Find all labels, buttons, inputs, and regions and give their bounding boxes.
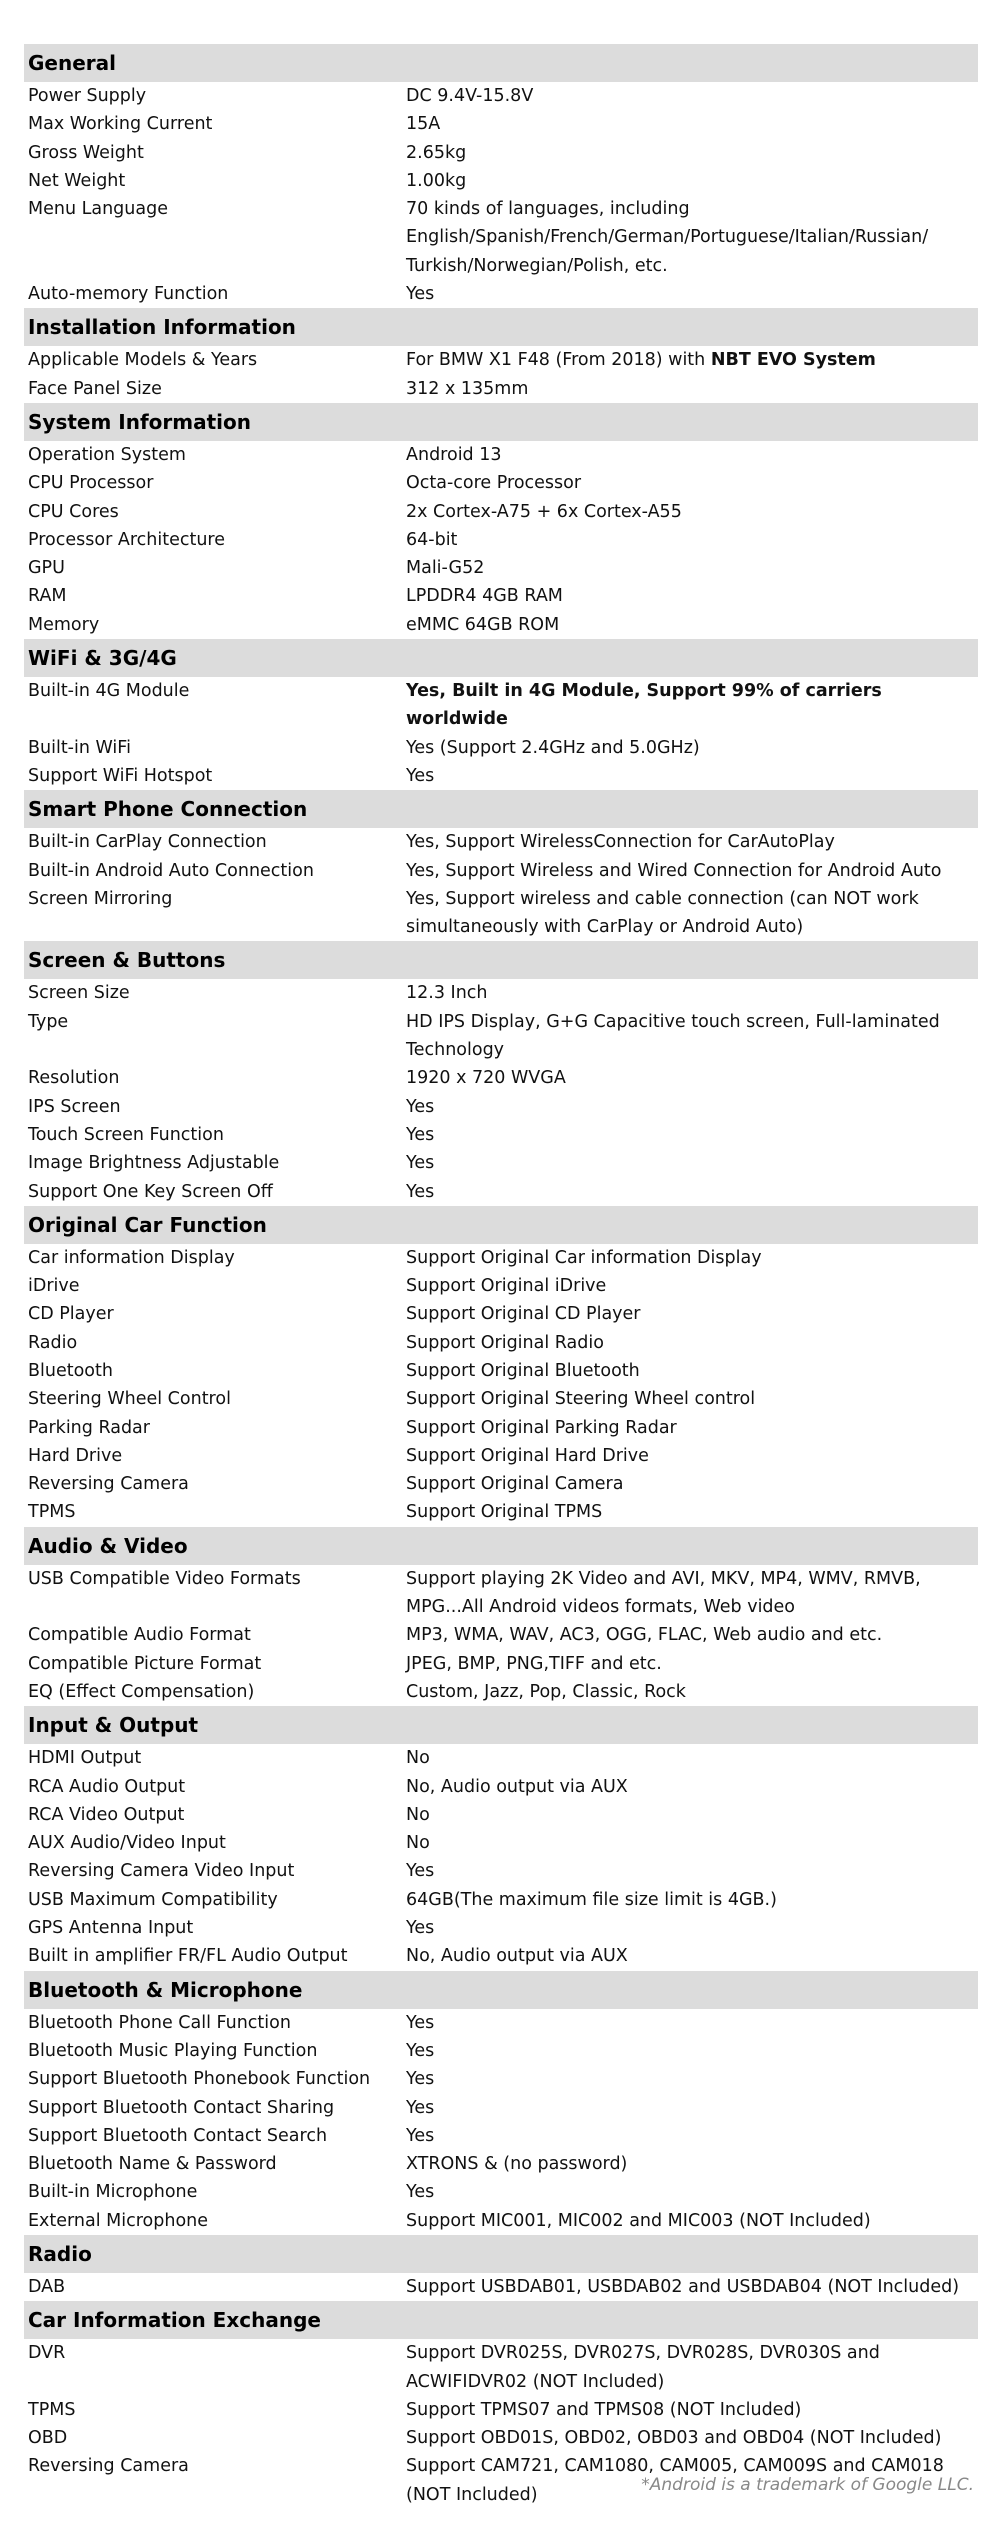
spec-value: [406, 582, 978, 610]
spec-label: DAB: [28, 2277, 66, 2297]
spec-label: Resolution: [28, 1068, 120, 1089]
spec-value-text: Support DVR025S, DVR027S, DVR028S, DVR030S and ACWIFIDVR02 (NOT Included): [406, 2343, 880, 2392]
spec-value-text: 12.3 Inch: [406, 983, 488, 1004]
spec-label: Bluetooth Phone Call Function: [28, 2012, 291, 2033]
spec-value: [406, 1773, 978, 1801]
spec-label: Applicable Models & Years: [28, 350, 258, 371]
spec-label: TPMS: [28, 2399, 76, 2420]
spec-value: [406, 1272, 978, 1300]
spec-value-text: For BMW X1 F48 (From 2018) with: [406, 350, 711, 371]
spec-row: [24, 734, 978, 762]
spec-value-text: Yes: [406, 2040, 435, 2061]
spec-value: [406, 2207, 978, 2235]
spec-value: [406, 885, 978, 942]
spec-row: [24, 2396, 978, 2424]
spec-value-text: Yes: [406, 284, 435, 305]
spec-value-bold: NBT EVO System: [710, 350, 876, 371]
spec-label: Bluetooth Music Playing Function: [28, 2040, 318, 2061]
spec-row: [24, 1565, 978, 1622]
spec-label: Built-in CarPlay Connection: [28, 832, 267, 853]
spec-row: [24, 2207, 978, 2235]
spec-value-text: Yes: [406, 1861, 435, 1882]
spec-value: [406, 2178, 978, 2206]
spec-row: [24, 1385, 978, 1413]
spec-label: Touch Screen Function: [28, 1124, 224, 1145]
spec-row: [24, 2094, 978, 2122]
spec-row: [24, 1886, 978, 1914]
spec-value-bold: Yes, Built in 4G Module, Support 99% of carriers worldwide: [406, 681, 882, 730]
spec-value-text: Yes: [406, 2069, 435, 2090]
spec-label: External Microphone: [28, 2210, 209, 2231]
spec-row: [24, 1093, 978, 1121]
spec-row: [24, 582, 978, 610]
section-title: Audio & Video: [24, 1527, 978, 1565]
spec-value-text: Custom, Jazz, Pop, Classic, Rock: [406, 1681, 686, 1702]
spec-value-text: Yes: [406, 765, 435, 786]
spec-value-text: Yes: [406, 2012, 435, 2033]
spec-label: Compatible Audio Format: [28, 1625, 251, 1646]
spec-row: [24, 280, 978, 308]
spec-section: [24, 639, 978, 790]
spec-row: [24, 1442, 978, 1470]
spec-value: [406, 2150, 978, 2178]
spec-label: Type: [28, 1011, 69, 1032]
spec-row: [24, 2037, 978, 2065]
spec-value-text: Support Original Steering Wheel control: [406, 1389, 756, 1410]
spec-row: [24, 1149, 978, 1177]
spec-value-text: Yes (Support 2.4GHz and 5.0GHz): [406, 737, 700, 758]
spec-row: [24, 526, 978, 554]
spec-label: Image Brightness Adjustable: [28, 1153, 280, 1174]
spec-row: [24, 1178, 978, 1206]
spec-value: [406, 441, 978, 469]
spec-value-text: Yes: [406, 1181, 435, 1202]
spec-value-text: No: [406, 1804, 430, 1825]
spec-value-text: Support OBD01S, OBD02, OBD03 and OBD04 (NOT Included): [406, 2428, 942, 2449]
spec-value: [406, 280, 978, 308]
spec-label: HDMI Output: [28, 1748, 142, 1769]
spec-label: Car information Display: [28, 1247, 235, 1268]
spec-row: [24, 375, 978, 403]
spec-label: CPU Cores: [28, 501, 119, 522]
spec-value: [406, 2094, 978, 2122]
spec-label: Built-in WiFi: [28, 737, 131, 758]
spec-row: [24, 885, 978, 942]
spec-value: [406, 1621, 978, 1649]
spec-value: [406, 1498, 978, 1526]
spec-row: [24, 1121, 978, 1149]
spec-value: [406, 1857, 978, 1885]
spec-label: Reversing Camera: [28, 1474, 189, 1495]
section-title: Screen & Buttons: [24, 941, 978, 979]
spec-value: [406, 611, 978, 639]
spec-label: Reversing Camera: [28, 2456, 189, 2477]
spec-row: [24, 2339, 978, 2396]
spec-label: TPMS: [28, 1502, 76, 1523]
spec-label: Operation System: [28, 444, 186, 465]
spec-value: [406, 1300, 978, 1328]
spec-label: Memory: [28, 614, 100, 635]
spec-value: [406, 1914, 978, 1942]
spec-value: [406, 1650, 978, 1678]
spec-label: Bluetooth: [28, 1360, 113, 1381]
spec-value-text: No, Audio output via AUX: [406, 1946, 628, 1967]
spec-row: [24, 2065, 978, 2093]
spec-row: [24, 1470, 978, 1498]
spec-row: [24, 2424, 978, 2452]
spec-row: [24, 1678, 978, 1706]
spec-row: [24, 1801, 978, 1829]
spec-row: [24, 1621, 978, 1649]
spec-row: [24, 677, 978, 734]
spec-label: Built in amplifier FR/FL Audio Output: [28, 1946, 348, 1967]
spec-row: [24, 979, 978, 1007]
spec-value: [406, 1385, 978, 1413]
spec-value-text: 2.65kg: [406, 142, 467, 163]
spec-row: [24, 1829, 978, 1857]
spec-label: EQ (Effect Compensation): [28, 1681, 255, 1702]
spec-value-text: No: [406, 1833, 430, 1854]
spec-value: [406, 979, 978, 1007]
spec-row: [24, 2150, 978, 2178]
spec-value: [406, 110, 978, 138]
spec-label: CPU Processor: [28, 473, 154, 494]
spec-label: Support WiFi Hotspot: [28, 765, 213, 786]
spec-section: [24, 403, 978, 639]
spec-value-text: 312 x 135mm: [406, 378, 529, 399]
spec-label: iDrive: [28, 1276, 80, 1297]
spec-value: [406, 375, 978, 403]
section-title: Installation Information: [24, 308, 978, 346]
spec-row: [24, 1300, 978, 1328]
spec-row: [24, 1942, 978, 1970]
spec-row: [24, 498, 978, 526]
spec-row: [24, 441, 978, 469]
spec-value: [406, 2396, 978, 2424]
spec-label: Face Panel Size: [28, 378, 162, 399]
spec-value-text: Support Original Hard Drive: [406, 1445, 649, 1466]
spec-row: [24, 110, 978, 138]
spec-value: [406, 346, 978, 374]
spec-value-text: Mali-G52: [406, 558, 485, 579]
spec-value: [406, 195, 978, 280]
spec-value: [406, 2273, 978, 2301]
spec-label: Compatible Picture Format: [28, 1653, 262, 1674]
spec-label: Auto-memory Function: [28, 284, 229, 305]
spec-value-text: Octa-core Processor: [406, 473, 582, 494]
spec-row: [24, 469, 978, 497]
section-title: System Information: [24, 403, 978, 441]
spec-value: [406, 828, 978, 856]
spec-value: [406, 1678, 978, 1706]
spec-label: Built-in Microphone: [28, 2182, 198, 2203]
spec-value: [406, 1093, 978, 1121]
spec-section: [24, 941, 978, 1205]
spec-label: IPS Screen: [28, 1096, 121, 1117]
spec-value: [406, 2065, 978, 2093]
spec-row: [24, 857, 978, 885]
spec-value: [406, 526, 978, 554]
spec-row: [24, 2122, 978, 2150]
spec-value-text: 70 kinds of languages, including English/Spanish/French/German/Portuguese/Italian/Russian/ Turkish/Norwegian/Polish, etc.: [406, 199, 929, 276]
spec-value: [406, 2009, 978, 2037]
spec-value-text: Yes: [406, 1918, 435, 1939]
spec-row: [24, 611, 978, 639]
spec-row: [24, 195, 978, 280]
spec-value-text: Yes: [406, 2125, 435, 2146]
spec-value: [406, 1121, 978, 1149]
spec-value-text: Yes, Support Wireless and Wired Connection for Android Auto: [406, 860, 942, 881]
spec-label: Screen Mirroring: [28, 888, 173, 909]
spec-value: [406, 1008, 978, 1065]
spec-row: [24, 1914, 978, 1942]
spec-label: Steering Wheel Control: [28, 1389, 231, 1410]
spec-label: Support Bluetooth Contact Search: [28, 2125, 328, 2146]
spec-value-text: Yes: [406, 1153, 435, 1174]
spec-value-text: eMMC 64GB ROM: [406, 614, 560, 635]
section-title: WiFi & 3G/4G: [24, 639, 978, 677]
spec-row: [24, 1414, 978, 1442]
spec-value-text: No: [406, 1748, 430, 1769]
spec-value-text: Support CAM721, CAM1080, CAM005, CAM009S and CAM018 (NOT Included): [406, 2456, 944, 2505]
section-title: Input & Output: [24, 1706, 978, 1744]
spec-value: [406, 1329, 978, 1357]
spec-value: [406, 677, 978, 734]
section-title: General: [24, 44, 978, 82]
spec-value: [406, 1829, 978, 1857]
spec-row: [24, 762, 978, 790]
spec-label: AUX Audio/Video Input: [28, 1833, 226, 1854]
spec-label: GPS Antenna Input: [28, 1918, 194, 1939]
spec-row: [24, 1357, 978, 1385]
spec-value-text: Support Original Parking Radar: [406, 1417, 677, 1438]
spec-value-text: 64GB(The maximum file size limit is 4GB.): [406, 1889, 777, 1910]
spec-value-text: Yes: [406, 2097, 435, 2118]
trademark-footnote: *Android is a trademark of Google LLC.: [641, 2475, 974, 2495]
spec-section: [24, 308, 978, 403]
spec-row: [24, 1272, 978, 1300]
spec-value-text: Yes: [406, 1124, 435, 1145]
spec-label: Max Working Current: [28, 114, 213, 135]
spec-value-text: HD IPS Display, G+G Capacitive touch screen, Full-laminated Technology: [406, 1011, 940, 1061]
spec-label: Bluetooth Name & Password: [28, 2154, 277, 2175]
spec-value-text: Support Original Car information Display: [406, 1247, 762, 1268]
spec-value: [406, 734, 978, 762]
spec-label: OBD: [28, 2428, 68, 2449]
spec-row: [24, 1650, 978, 1678]
spec-value: [406, 1565, 978, 1622]
spec-label: Built-in 4G Module: [28, 681, 190, 702]
spec-value: [406, 167, 978, 195]
spec-label: Radio: [28, 1332, 78, 1353]
spec-value-text: Yes: [406, 2182, 435, 2203]
spec-label: DVR: [28, 2343, 66, 2364]
spec-value-text: Android 13: [406, 444, 502, 465]
spec-section: [24, 1706, 978, 1970]
spec-label: Support Bluetooth Contact Sharing: [28, 2097, 335, 2118]
spec-value-text: Support Original iDrive: [406, 1276, 607, 1297]
spec-value: [406, 1942, 978, 1970]
spec-value-text: 64-bit: [406, 529, 458, 550]
spec-value-text: Support Original CD Player: [406, 1304, 641, 1325]
spec-section: [24, 44, 978, 308]
spec-row: [24, 1329, 978, 1357]
spec-row: [24, 82, 978, 110]
spec-label: RAM: [28, 586, 67, 607]
spec-section: [24, 1206, 978, 1527]
spec-value-text: Yes, Support wireless and cable connection (can NOT work simultaneously with CarPlay or Android Auto): [406, 888, 919, 938]
spec-row: [24, 1857, 978, 1885]
section-title: Car Information Exchange: [24, 2301, 978, 2339]
spec-row: [24, 139, 978, 167]
spec-label: Hard Drive: [28, 1445, 123, 1466]
spec-row: [24, 2273, 978, 2301]
spec-value-text: 2x Cortex-A75 + 6x Cortex-A55: [406, 501, 682, 522]
spec-label: Support One Key Screen Off: [28, 1181, 273, 1202]
spec-row: [24, 1744, 978, 1772]
spec-value: [406, 1886, 978, 1914]
spec-label: RCA Audio Output: [28, 1776, 186, 1797]
spec-value: [406, 1442, 978, 1470]
spec-value-text: Yes, Support WirelessConnection for CarAutoPlay: [406, 832, 835, 853]
spec-label: Support Bluetooth Phonebook Function: [28, 2069, 371, 2090]
section-title: Radio: [24, 2235, 978, 2273]
spec-value-text: 1920 x 720 WVGA: [406, 1068, 566, 1089]
spec-value: [406, 1357, 978, 1385]
spec-value: [406, 554, 978, 582]
spec-label: Gross Weight: [28, 142, 144, 163]
spec-value: [406, 2122, 978, 2150]
spec-value-text: Support Original Radio: [406, 1332, 604, 1353]
spec-row: [24, 2178, 978, 2206]
spec-value: [406, 2339, 978, 2396]
spec-label: Menu Language: [28, 199, 168, 220]
spec-row: [24, 1008, 978, 1065]
spec-label: CD Player: [28, 1304, 114, 1325]
spec-value: [406, 1414, 978, 1442]
spec-value-text: DC 9.4V-15.8V: [406, 86, 534, 106]
spec-value: [406, 2424, 978, 2452]
spec-label: GPU: [28, 558, 65, 579]
spec-row: [24, 167, 978, 195]
spec-row: [24, 1064, 978, 1092]
spec-row: [24, 1773, 978, 1801]
spec-value-text: Support Original Camera: [406, 1474, 624, 1495]
section-title: Smart Phone Connection: [24, 790, 978, 828]
spec-value-text: XTRONS & (no password): [406, 2154, 628, 2175]
spec-value: [406, 1801, 978, 1829]
spec-label: Net Weight: [28, 170, 126, 191]
spec-value-text: Support TPMS07 and TPMS08 (NOT Included): [406, 2399, 802, 2420]
spec-row: [24, 828, 978, 856]
spec-row: [24, 1244, 978, 1272]
section-title: Original Car Function: [24, 1206, 978, 1244]
spec-value-text: Yes: [406, 1096, 435, 1117]
spec-row: [24, 554, 978, 582]
spec-value: [406, 1064, 978, 1092]
spec-value: [406, 1470, 978, 1498]
spec-value: [406, 1178, 978, 1206]
spec-value-text: MP3, WMA, WAV, AC3, OGG, FLAC, Web audio and etc.: [406, 1625, 883, 1646]
spec-value: [406, 82, 978, 110]
spec-value-text: 15A: [406, 114, 441, 135]
spec-label: Reversing Camera Video Input: [28, 1861, 295, 1882]
section-title: Bluetooth & Microphone: [24, 1971, 978, 2009]
spec-value: [406, 469, 978, 497]
spec-section: [24, 790, 978, 941]
spec-label: USB Compatible Video Formats: [28, 1568, 301, 1589]
spec-value: [406, 1244, 978, 1272]
spec-row: [24, 346, 978, 374]
spec-label: Processor Architecture: [28, 529, 225, 550]
spec-label: Power Supply: [28, 86, 147, 106]
spec-value: [406, 857, 978, 885]
spec-value-text: JPEG, BMP, PNG,TIFF and etc.: [406, 1653, 662, 1674]
spec-label: RCA Video Output: [28, 1804, 185, 1825]
spec-label: Screen Size: [28, 983, 130, 1004]
spec-value-text: LPDDR4 4GB RAM: [406, 586, 563, 607]
spec-row: [24, 1498, 978, 1526]
spec-value: [406, 1744, 978, 1772]
spec-section: [24, 2235, 978, 2301]
spec-label: USB Maximum Compatibility: [28, 1889, 278, 1910]
spec-value-text: Support Original TPMS: [406, 1502, 603, 1523]
spec-value-text: 1.00kg: [406, 170, 467, 191]
spec-section: [24, 1527, 978, 1706]
spec-row: [24, 2009, 978, 2037]
spec-section: [24, 1971, 978, 2235]
spec-table: [24, 44, 978, 2509]
spec-value: [406, 1149, 978, 1177]
spec-value-text: Support playing 2K Video and AVI, MKV, MP4, WMV, RMVB, MPG...All Android videos formats, Web video: [406, 1568, 921, 1618]
spec-value-text: Support MIC001, MIC002 and MIC003 (NOT Included): [406, 2210, 871, 2231]
spec-value-text: No, Audio output via AUX: [406, 1776, 628, 1797]
spec-value: [406, 498, 978, 526]
spec-label: Built-in Android Auto Connection: [28, 860, 314, 881]
spec-value: [406, 2037, 978, 2065]
spec-label: Parking Radar: [28, 1417, 150, 1438]
spec-value-text: Support USBDAB01, USBDAB02 and USBDAB04 (NOT Included): [406, 2277, 960, 2297]
spec-value-text: Support Original Bluetooth: [406, 1360, 640, 1381]
spec-value: [406, 762, 978, 790]
spec-value: [406, 139, 978, 167]
